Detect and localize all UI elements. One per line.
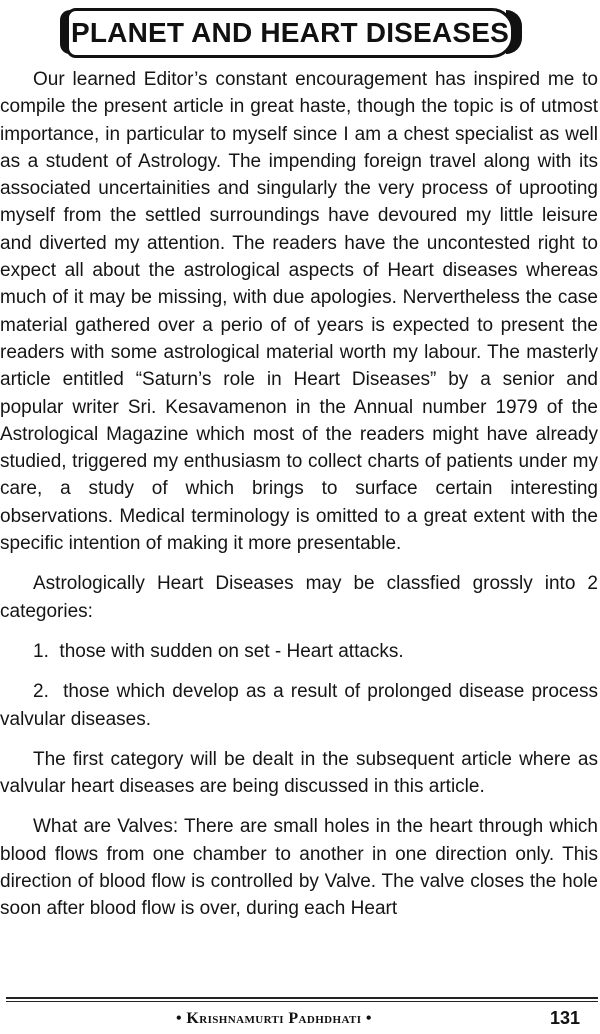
footer-rule-thin bbox=[6, 1001, 598, 1002]
title-box bbox=[66, 8, 514, 58]
magazine-name: Krishnamurti Padhdhati bbox=[186, 1010, 362, 1027]
page-number: 131 bbox=[550, 1008, 581, 1028]
title-banner bbox=[60, 6, 522, 56]
running-footer bbox=[176, 1010, 372, 1028]
paragraph-categories: Astrologically Heart Diseases may be classfied grossly into 2 categories: bbox=[0, 573, 598, 622]
list-text-1: those with sudden on set - Heart attacks. bbox=[59, 640, 404, 662]
list-text-2: those which develop as a result of prolonged disease process valvular diseases. bbox=[0, 681, 598, 730]
list-item-2 bbox=[0, 678, 598, 733]
article-title: PLANET AND HEART DISEASES bbox=[70, 17, 509, 48]
paragraph-valves: What are Valves: There are small holes in the heart through which blood flows from one chamber to another in one direction only. This direction of blood flow is controlled by Valve. The valve closes the hole soon after blood flow is over, during each Heart bbox=[0, 816, 598, 920]
list-number-2: 2. bbox=[33, 681, 49, 703]
list-number-1: 1. bbox=[33, 640, 49, 662]
paragraph-first-category: The first category will be dealt in the subsequent article where as valvular heart diseases are being discussed in this article. bbox=[0, 748, 598, 798]
article-body bbox=[0, 66, 598, 923]
footer-rule bbox=[6, 997, 598, 999]
footer-bullet-left: • bbox=[176, 1010, 183, 1027]
footer-bullet-right: • bbox=[365, 1010, 372, 1027]
paragraph-intro: Our learned Editor’s constant encouragement has inspired me to compile the present article in great haste, though the topic is of utmost importance, in particular to myself since I am a chest specialist as well as a student of Astrology. The impending foreign travel along with its associated uncertainities and singularly the very process of uprooting myself from the settled surroundings have devoured my little leisure and diverted my attention. The readers have the uncontested right to expect all about the astrological aspects of Heart diseases whereas much of it may be missing, with due apologies. Nervertheless the case material gathered over a perio of of years is expected to present the readers with some astrological material worth my labour. The masterly article entitled “Saturn’s role in Heart Diseases” by a senior and popular writer Sri. Kesavamenon in the Annual number 1979 of the Astrological Magazine which most of the readers might have already studied, triggered my enthusiasm to collect charts of patients under my care, a study of which brings to surface certain interesting observations. Medical terminology is omitted to a great extent with the specific intention of making it more presentable. bbox=[0, 69, 598, 555]
list-item-1 bbox=[0, 638, 598, 665]
